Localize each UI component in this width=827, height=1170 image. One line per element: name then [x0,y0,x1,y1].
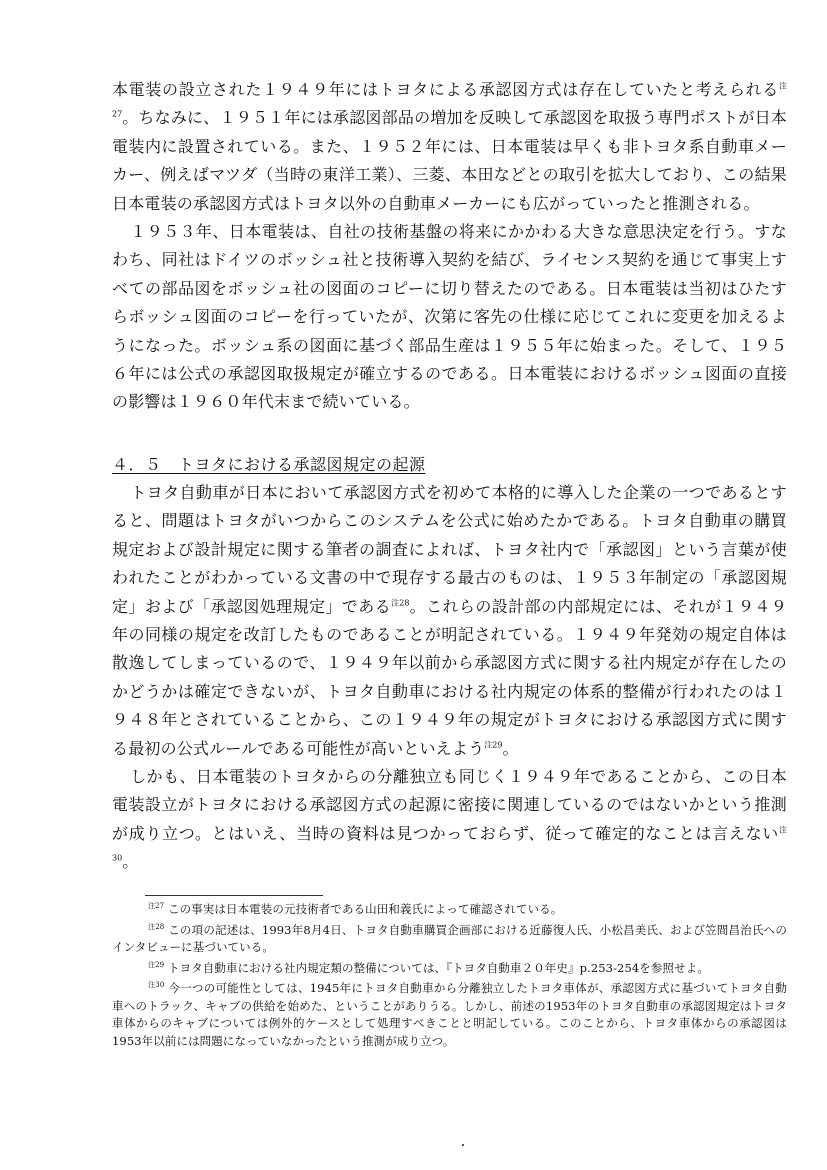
footnote-27 [112,901,787,919]
footnote-ref-28: 注28 [391,598,410,608]
paragraph-4-text-b: 。 [122,852,139,872]
footnote-29 [112,960,787,978]
footnote-mark: 注30 [148,981,165,990]
paragraph-3-text-a: トヨタ自動車が日本において承認図方式を初めて本格的に導入した企業の一つであるとすると、問題はトヨタがいつからこのシステムを公式に始めたかである。トヨタ自動車の購買規定および設計規定に関する筆者の調査によれば、トヨタ社内で「承認図」という言葉が使われたことがわかっている文書の中で現存する最古のものは、１９５３年制定の「承認図規定」および「承認図処理規定」である [112,482,787,616]
footnote-ref-29: 注29 [484,740,503,750]
section-heading: ４．５ トヨタにおける承認図規定の起源 [112,454,426,474]
paragraph-1-cont: 。ちなみに、１９５１年には承認図部品の増加を反映して承認図を取扱う専門ポストが日本電装内に設置されている。また、１９５２年には、日本電装は早くも非トヨタ系自動車メーカー、例えばマツダ（当時の東洋工業）、三菱、本田などとの取引を拡大しており、この結果日本電装の承認図方式はトヨタ以外の自動車メーカーにも広がっていったと推測される。 [112,108,787,213]
paragraph-2-text: １９５３年、日本電装は、自社の技術基盤の将来にかかわる大きな意思決定を行う。すなわち、同社はドイツのボッシュ社と技術導入契約を結び、ライセンス契約を通じて事実上すべての部品図をボッシュ社の図面のコピーに切り替えたのである。日本電装は当初はひたすらボッシュ図面のコピーを行っていたが、次第に客先の仕様に応じてこれに変更を加えるようになった。ボッシュ系の図面に基づく部品生産は１９５５年に始まった。そして、１９５６年には公式の承認図取扱規定が確立するのである。日本電装におけるボッシュ図面の直接の影響は１９６０年代末まで続いている。 [112,222,787,412]
footnote-text: 今一つの可能性としては、1945年にトヨタ自動車から分離独立したトヨタ車体が、承認図方式に基づいてトヨタ自動車へのトラック、キャブの供給を始めた、ということがありうる。しかし、前述の1953年のトヨタ自動車の承認図規定はトヨタ車体からのキャブについては例外的ケースとして処理すべきことと明記している。このことから、トヨタ車体からの承認図は1953年以前には問題になっていなかったという推測が成り立つ。 [112,981,787,1048]
footnotes [112,901,787,1053]
paragraph-3 [112,479,787,763]
paragraph-4-text-a: しかも、日本電装のトヨタからの分離独立も同じく１９４９年であることから、この日本電装設立がトヨタにおける承認図方式の起源に密接に関連しているのではないかという推測が成り立つ。とはいえ、当時の資料は見つかっておらず、従って確定的なことは言えない [112,766,787,843]
page-body [112,76,787,877]
footnote-mark: 注27 [148,902,165,911]
footnote-ref-27: 注27 [112,81,787,120]
footnote-text: この事実は日本電装の元技術者である山田和義氏によって確認されている。 [167,902,563,916]
footnote-mark: 注28 [148,922,165,931]
page-mark [462,1144,464,1146]
paragraph-1-text: 本電装の設立された１９４９年にはトヨタによる承認図方式は存在していたと考えられる [112,80,779,99]
paragraph-3-text-b: 。これらの設計部の内部規定には、それが１９４９年の同様の規定を改訂したものであることが明記されている。１９４９年発効の規定自体は散逸してしまっているので、１９４９年以前から承認図方式に関する社内規定が存在したのかどうかは確定できないが、トヨタ自動車における社内規定の体系的整備が行われたのは１９４８年とされていることから、この１９４９年の規定がトヨタにおける承認図方式に関する最初の公式ルールである可能性が高いといえよう [112,596,788,758]
footnote-text: この項の記述は、1993年8月4日、トヨタ自動車購買企画部における近藤復人氏、小松昌美氏、および笠間昌治氏へのインタビューに基づいている。 [112,922,787,954]
paragraph-1 [112,76,787,218]
footnote-mark: 注29 [148,960,165,969]
footnote-divider [145,895,323,896]
footnote-30 [112,980,787,1050]
paragraph-4 [112,763,787,877]
paragraph-3-text-c: 。 [502,738,519,758]
footnote-28 [112,922,787,957]
footnote-text: トヨタ自動車における社内規定類の整備については、『トヨタ自動車２０年史』p.253-254を参照せよ。 [167,960,709,975]
paragraph-2 [112,218,787,417]
footnote-ref-30: 注30 [112,825,787,863]
